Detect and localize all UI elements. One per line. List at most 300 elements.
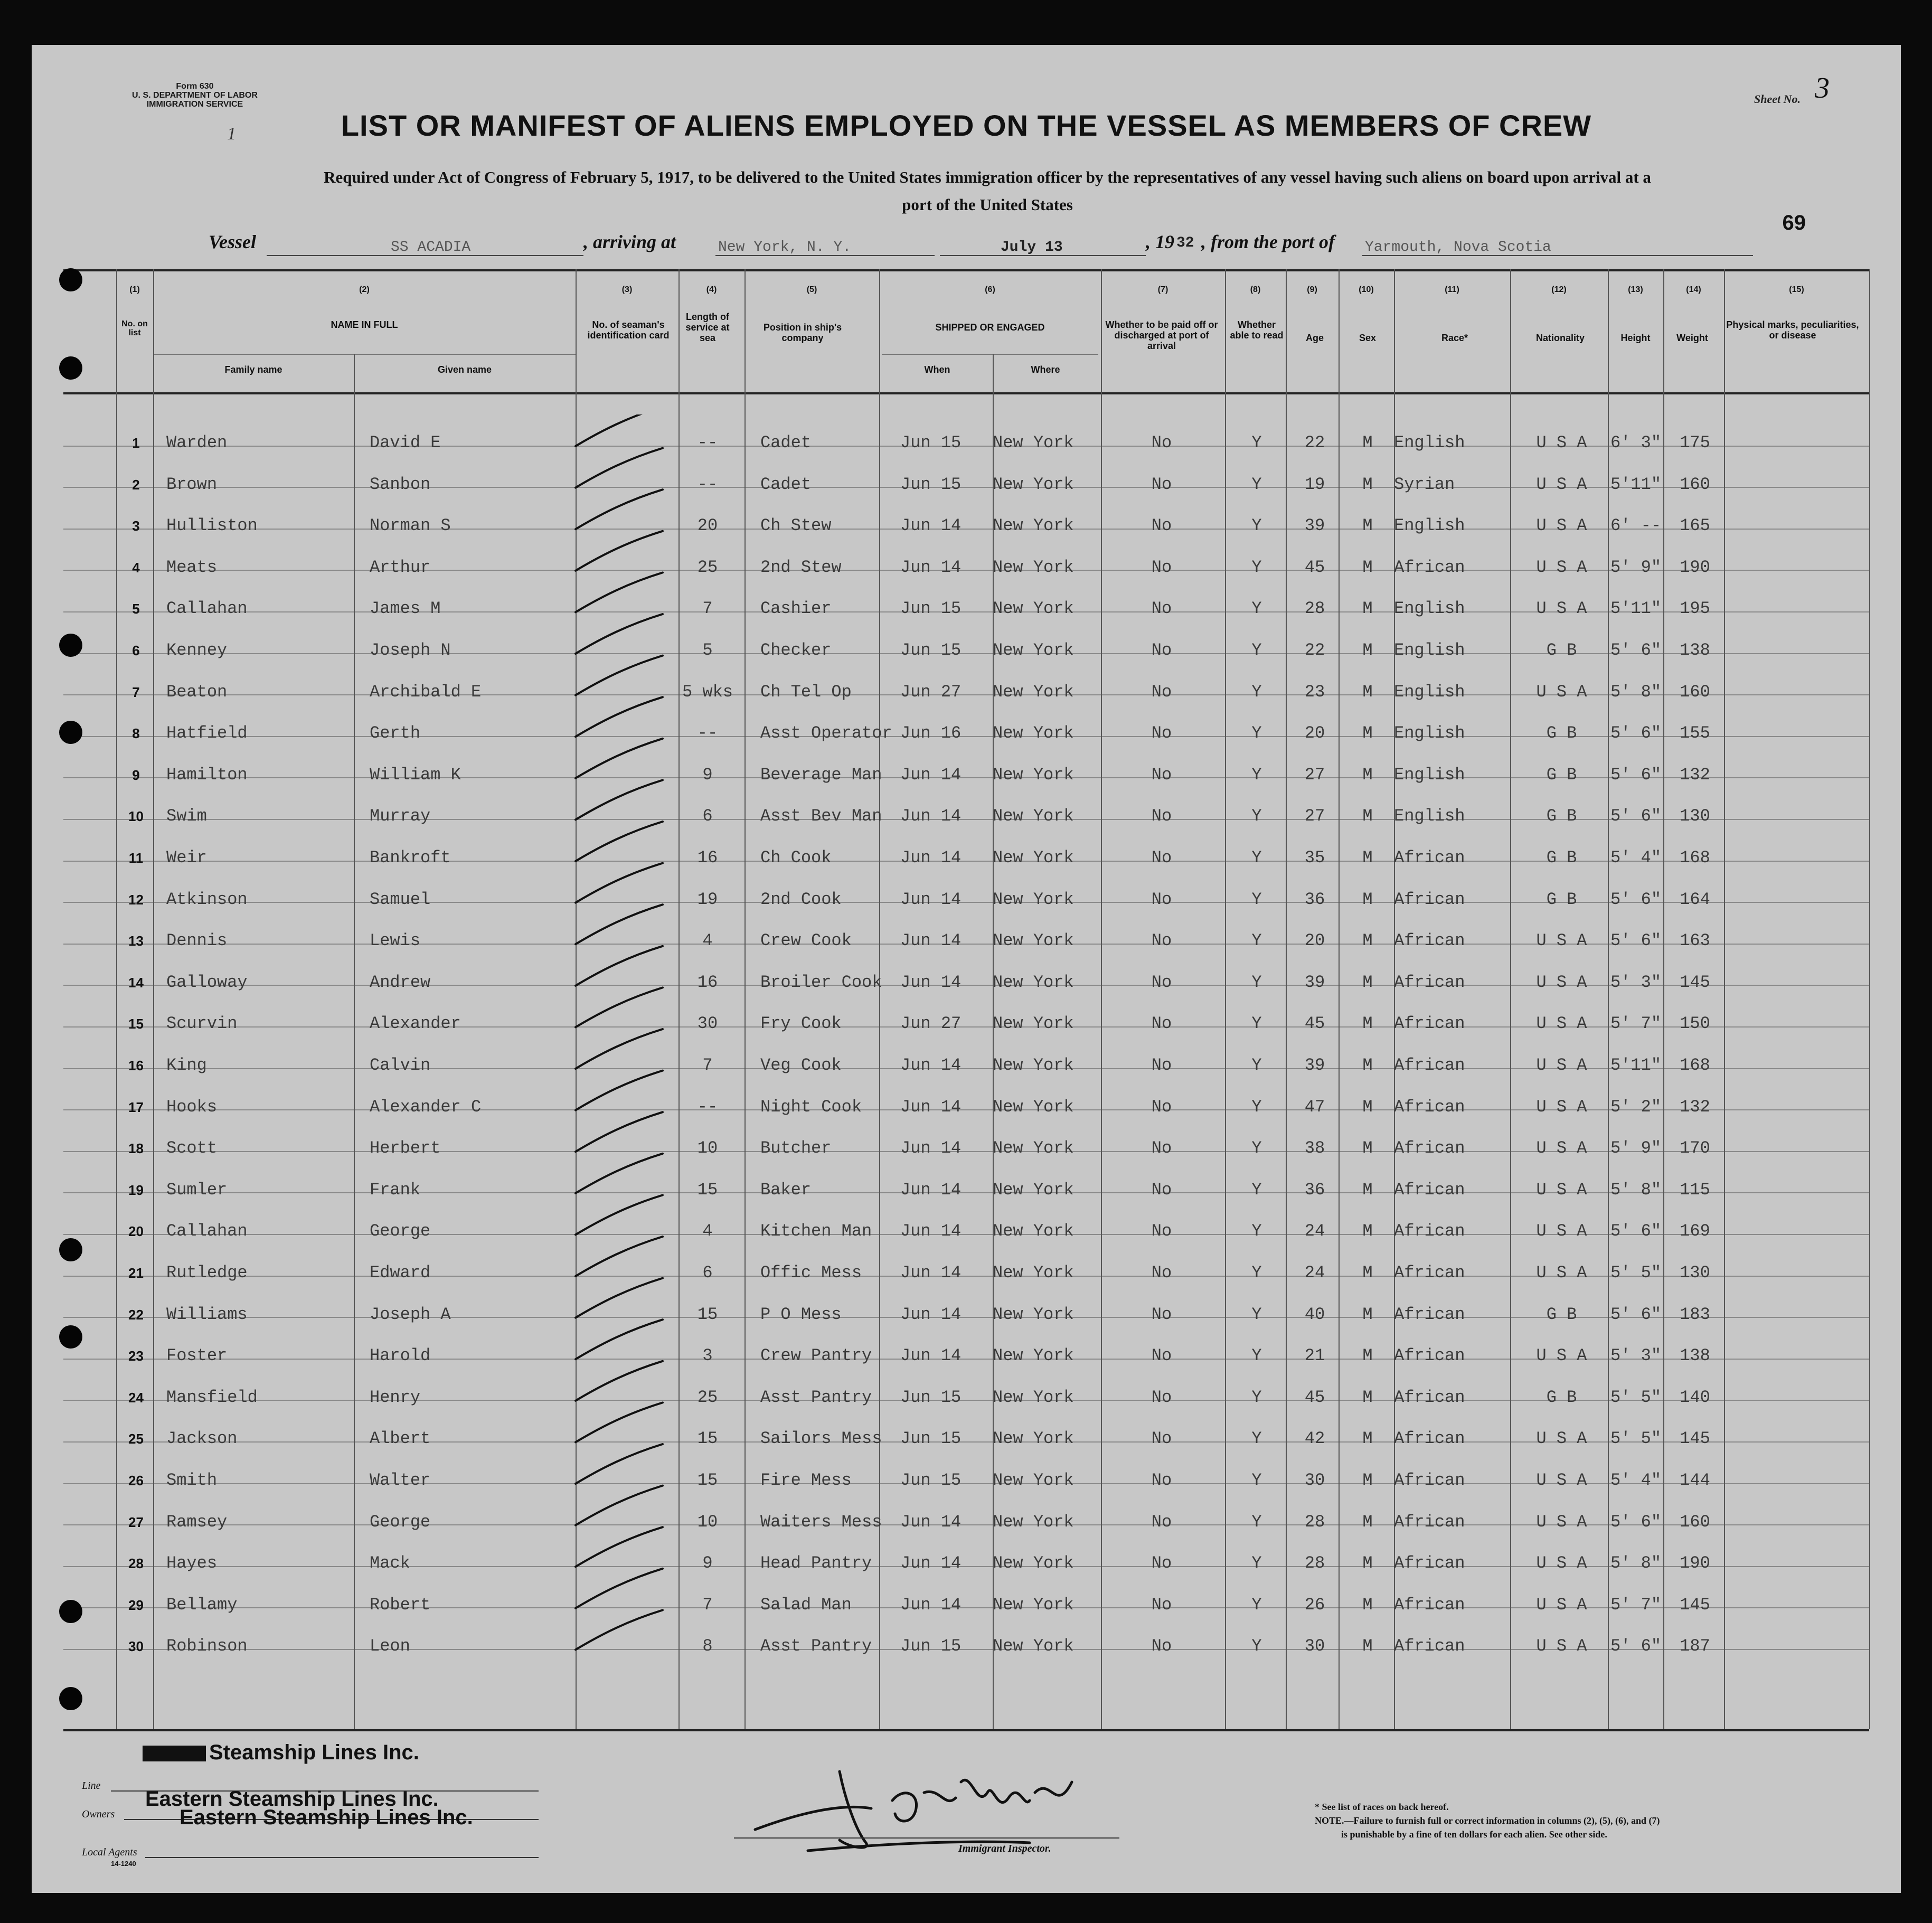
cell-paid: No [1151,1221,1172,1241]
cell-nat: U S A [1536,1470,1587,1490]
cell-given: Frank [370,1180,421,1200]
cell-when: Jun 14 [900,848,962,868]
cell-family: Ramsey [166,1512,228,1532]
cell-given: Robert [370,1595,431,1615]
column-number: (15) [1789,285,1804,294]
check-mark [576,448,663,488]
column-number: (1) [129,285,140,294]
cell-race: Syrian [1394,474,1455,494]
column-number: (9) [1307,285,1317,294]
cell-no: 12 [128,891,144,908]
cell-sex: M [1362,1304,1373,1324]
cell-read: Y [1251,433,1262,453]
cell-family: Galloway [166,972,248,992]
cell-weight: 115 [1680,1180,1710,1200]
cell-race: African [1394,1138,1465,1158]
cell-read: Y [1251,1055,1262,1075]
cell-race: African [1394,931,1465,951]
cell-length: -- [697,1097,718,1117]
cell-race: English [1394,516,1465,536]
cell-no: 15 [128,1016,144,1032]
cell-height: 5' 4" [1610,848,1662,868]
cell-height: 5' 6" [1610,723,1662,743]
cell-sex: M [1362,1636,1373,1656]
cell-nat: U S A [1536,1512,1587,1532]
year-prefix: , 19 [1146,231,1174,252]
cell-no: 14 [128,974,144,991]
cell-family: King [166,1055,207,1075]
cell-when: Jun 14 [900,1304,962,1324]
cell-height: 5'11" [1610,474,1662,494]
note-races: * See list of races on back hereof. [1315,1802,1449,1812]
column-rule [1286,269,1287,1729]
cell-where: New York [993,433,1074,453]
cell-weight: 175 [1680,433,1710,453]
check-mark [576,1237,663,1276]
cell-given: Archibald E [370,682,482,702]
cell-length: 15 [697,1470,718,1490]
cell-read: Y [1251,1387,1262,1407]
cell-no: 27 [128,1514,144,1530]
cell-read: Y [1251,1429,1262,1449]
redaction-block [143,1746,206,1761]
header-age: Age [1305,333,1324,343]
cell-position: Ch Tel Op [760,682,852,702]
header-id-card: No. of seaman's identification card [587,319,670,341]
cell-read: Y [1251,1512,1262,1532]
cell-length: 25 [697,557,718,577]
cell-paid: No [1151,1014,1172,1034]
cell-age: 28 [1304,599,1325,619]
inspector-rule [734,1837,1119,1839]
cell-nat: G B [1546,640,1577,660]
page-title: LIST OR MANIFEST OF ALIENS EMPLOYED ON THE VESSEL AS MEMBERS OF CREW [341,109,1592,142]
cell-weight: 170 [1680,1138,1710,1158]
service: IMMIGRATION SERVICE [146,100,243,109]
cell-when: Jun 14 [900,1180,962,1200]
cell-weight: 183 [1680,1304,1710,1324]
cell-sex: M [1362,516,1373,536]
cell-sex: M [1362,806,1373,826]
cell-no: 4 [132,559,140,576]
cell-age: 38 [1304,1138,1325,1158]
column-rule [1663,269,1664,1729]
note-text-2: is punishable by a fine of ten dollars for each alien. See other side. [1341,1829,1607,1840]
column-rule [354,354,355,1729]
cell-no: 17 [128,1099,144,1115]
cell-read: Y [1251,516,1262,536]
header-when: When [924,364,950,375]
cell-nat: U S A [1536,1097,1587,1117]
header-height: Height [1620,333,1651,343]
cell-height: 6' 3" [1610,433,1662,453]
cell-weight: 138 [1680,640,1710,660]
cell-when: Jun 15 [900,1387,962,1407]
cell-paid: No [1151,1553,1172,1573]
column-rule [153,269,154,1729]
cell-no: 24 [128,1389,144,1406]
cell-height: 5' 3" [1610,972,1662,992]
binder-hole [59,1687,82,1710]
cell-sex: M [1362,765,1373,785]
cell-family: Beaton [166,682,228,702]
cell-when: Jun 14 [900,1138,962,1158]
column-number: (5) [806,285,817,294]
cell-given: Calvin [370,1055,431,1075]
cell-where: New York [993,765,1074,785]
manifest-sheet [32,45,1901,1893]
cell-given: Lewis [370,931,421,951]
cell-nat: U S A [1536,1055,1587,1075]
cell-no: 18 [128,1140,144,1157]
cell-when: Jun 15 [900,433,962,453]
cell-paid: No [1151,1346,1172,1366]
cell-weight: 144 [1680,1470,1710,1490]
cell-when: Jun 14 [900,972,962,992]
cell-position: Asst Operator [760,723,892,743]
cell-height: 5' 6" [1610,1512,1662,1532]
cell-length: -- [697,723,718,743]
cell-height: 5' 6" [1610,806,1662,826]
form-info [132,82,258,109]
cell-age: 39 [1304,516,1325,536]
binder-hole [59,1325,82,1349]
cell-age: 24 [1304,1221,1325,1241]
cell-given: Walter [370,1470,431,1490]
cell-height: 5' 6" [1610,1221,1662,1241]
cell-length: 25 [697,1387,718,1407]
binder-hole [59,1238,82,1261]
agents-code: 14-1240 [111,1860,136,1868]
cell-height: 5' 6" [1610,931,1662,951]
cell-given: Alexander [370,1014,461,1034]
cell-nat: U S A [1536,1138,1587,1158]
cell-family: Callahan [166,599,248,619]
cell-paid: No [1151,640,1172,660]
cell-length: 6 [702,806,713,826]
cell-height: 6' -- [1610,516,1662,536]
cell-length: -- [697,474,718,494]
cell-height: 5' 6" [1610,640,1662,660]
cell-given: Leon [370,1636,410,1656]
cell-nat: U S A [1536,931,1587,951]
cell-paid: No [1151,1304,1172,1324]
cell-height: 5' 4" [1610,1470,1662,1490]
cell-length: 7 [702,599,713,619]
cell-height: 5' 9" [1610,557,1662,577]
cell-no: 3 [132,518,140,534]
cell-sex: M [1362,682,1373,702]
cell-sex: M [1362,723,1373,743]
cell-family: Scurvin [166,1014,238,1034]
cell-where: New York [993,1304,1074,1324]
cell-position: Kitchen Man [760,1221,872,1241]
cell-nat: U S A [1536,1263,1587,1283]
cell-length: 5 wks [682,682,733,702]
cell-weight: 145 [1680,1429,1710,1449]
cell-weight: 187 [1680,1636,1710,1656]
cell-no: 10 [128,808,144,825]
check-mark [576,1610,663,1649]
name-sub-rule [153,354,576,355]
check-mark [576,1569,663,1608]
cell-paid: No [1151,972,1172,992]
cell-weight: 195 [1680,599,1710,619]
table-top-rule [63,269,1869,271]
cell-height: 5' 9" [1610,1138,1662,1158]
cell-height: 5' 6" [1610,765,1662,785]
cell-age: 28 [1304,1512,1325,1532]
inspector-label: Immigrant Inspector. [958,1843,1051,1854]
cell-nat: U S A [1536,599,1587,619]
cell-family: Weir [166,848,207,868]
header-name-in-full: NAME IN FULL [331,319,398,330]
cell-where: New York [993,516,1074,536]
cell-family: Atkinson [166,889,248,909]
vessel-label: Vessel [209,231,256,252]
cell-no: 7 [132,684,140,700]
cell-length: 5 [702,640,713,660]
cell-paid: No [1151,1595,1172,1615]
shipped-sub-rule [882,354,1098,355]
cell-height: 5'11" [1610,599,1662,619]
cell-length: 19 [697,889,718,909]
owners-label: Owners [82,1808,115,1820]
cell-weight: 155 [1680,723,1710,743]
cell-read: Y [1251,1138,1262,1158]
cell-length: 8 [702,1636,713,1656]
cell-position: Baker [760,1180,812,1200]
cell-given: Herbert [370,1138,441,1158]
cell-given: Henry [370,1387,421,1407]
cell-length: 7 [702,1595,713,1615]
header-paid-off: Whether to be paid off or discharged at port of arrival [1105,319,1218,351]
cell-height: 5' 5" [1610,1263,1662,1283]
cell-paid: No [1151,889,1172,909]
cell-given: Gerth [370,723,421,743]
cell-where: New York [993,1636,1074,1656]
cell-age: 26 [1304,1595,1325,1615]
arrival-date: July 13 [1001,239,1063,256]
cell-given: James M [370,599,441,619]
cell-no: 1 [132,435,140,451]
cell-sex: M [1362,1014,1373,1034]
cell-length: 7 [702,1055,713,1075]
from-label: , from the port of [1201,231,1335,252]
cell-age: 22 [1304,640,1325,660]
column-rule [1510,269,1511,1729]
from-port: Yarmouth, Nova Scotia [1365,239,1551,256]
cell-age: 45 [1304,557,1325,577]
subtitle-line2: port of the United States [902,195,1073,214]
column-rule [744,269,746,1729]
cell-weight: 165 [1680,516,1710,536]
cell-paid: No [1151,1387,1172,1407]
cell-paid: No [1151,474,1172,494]
cell-where: New York [993,889,1074,909]
cell-age: 28 [1304,1553,1325,1573]
cell-read: Y [1251,1553,1262,1573]
check-mark [576,414,663,446]
cell-read: Y [1251,1221,1262,1241]
cell-no: 30 [128,1638,144,1655]
cell-given: Albert [370,1429,431,1449]
cell-read: Y [1251,848,1262,868]
column-number: (11) [1445,285,1459,294]
form-number: Form 630 [176,82,214,91]
cell-read: Y [1251,1263,1262,1283]
cell-age: 19 [1304,474,1325,494]
arrival-year: 32 [1176,235,1194,251]
cell-weight: 130 [1680,1263,1710,1283]
cell-sex: M [1362,1512,1373,1532]
cell-when: Jun 15 [900,1636,962,1656]
cell-sex: M [1362,1470,1373,1490]
check-mark [576,572,663,612]
check-mark [576,489,663,529]
cell-race: African [1394,1429,1465,1449]
cell-no: 6 [132,643,140,658]
cell-position: 2nd Cook [760,889,842,909]
cell-where: New York [993,1055,1074,1075]
cell-weight: 140 [1680,1387,1710,1407]
cell-length: 15 [697,1304,718,1324]
cell-paid: No [1151,516,1172,536]
cell-family: Hatfield [166,723,248,743]
cell-when: Jun 14 [900,1553,962,1573]
check-mark [576,904,663,944]
header-bottom-rule [63,392,1869,394]
cell-family: Scott [166,1138,218,1158]
column-number: (4) [706,285,717,294]
cell-length: 15 [697,1180,718,1200]
cell-family: Sumler [166,1180,228,1200]
cell-sex: M [1362,848,1373,868]
cell-race: English [1394,433,1465,453]
cell-read: Y [1251,599,1262,619]
cell-family: Rutledge [166,1263,248,1283]
arriving-label: , arriving at [583,231,676,252]
cell-sex: M [1362,1553,1373,1573]
cell-nat: G B [1546,806,1577,826]
header-family-name: Family name [224,364,282,375]
cell-read: Y [1251,889,1262,909]
cell-race: African [1394,972,1465,992]
check-mark [576,946,663,986]
cell-age: 20 [1304,931,1325,951]
cell-sex: M [1362,640,1373,660]
cell-where: New York [993,1595,1074,1615]
check-mark [576,614,663,654]
cell-family: Robinson [166,1636,248,1656]
column-number: (12) [1551,285,1567,294]
cell-sex: M [1362,1180,1373,1200]
cell-when: Jun 14 [900,1055,962,1075]
cell-position: Asst Pantry [760,1387,872,1407]
cell-nat: U S A [1536,433,1587,453]
cell-sex: M [1362,1263,1373,1283]
cell-where: New York [993,1221,1074,1241]
subtitle-line1: Required under Act of Congress of February 5, 1917, to be delivered to the United States immigration officer by the representatives of any vessel having such aliens on board upon arrival at a [324,168,1651,186]
cell-where: New York [993,972,1074,992]
cell-where: New York [993,1014,1074,1034]
cell-when: Jun 15 [900,599,962,619]
cell-age: 39 [1304,972,1325,992]
header-where: Where [1031,364,1060,375]
cell-length: 3 [702,1346,713,1366]
cell-age: 20 [1304,723,1325,743]
cell-race: English [1394,765,1465,785]
cell-when: Jun 14 [900,557,962,577]
cell-family: Hayes [166,1553,218,1573]
header-length-service: Length of service at sea [685,312,730,343]
cell-read: Y [1251,1097,1262,1117]
arriving-at: New York, N. Y. [718,239,852,256]
cell-paid: No [1151,765,1172,785]
cell-height: 5' 7" [1610,1014,1662,1034]
cell-weight: 190 [1680,557,1710,577]
cell-read: Y [1251,1180,1262,1200]
check-mark [576,1278,663,1318]
cell-sex: M [1362,1097,1373,1117]
cell-sex: M [1362,889,1373,909]
cell-age: 47 [1304,1097,1325,1117]
binder-hole [59,268,82,291]
cell-age: 21 [1304,1346,1325,1366]
cell-weight: 164 [1680,889,1710,909]
cell-sex: M [1362,1387,1373,1407]
cell-height: 5' 3" [1610,1346,1662,1366]
cell-paid: No [1151,1636,1172,1656]
cell-when: Jun 14 [900,1595,962,1615]
cell-race: English [1394,682,1465,702]
cell-weight: 168 [1680,1055,1710,1075]
cell-age: 24 [1304,1263,1325,1283]
cell-position: Waiters Mess [760,1512,882,1532]
cell-nat: G B [1546,1387,1577,1407]
cell-read: Y [1251,640,1262,660]
cell-no: 13 [128,933,144,949]
line-stamp-top [143,1741,419,1765]
cell-when: Jun 15 [900,474,962,494]
cell-weight: 190 [1680,1553,1710,1573]
cell-weight: 163 [1680,931,1710,951]
cell-position: Night Cook [760,1097,862,1117]
cell-family: Jackson [166,1429,238,1449]
cell-read: Y [1251,682,1262,702]
cell-paid: No [1151,1138,1172,1158]
cell-nat: U S A [1536,516,1587,536]
cell-position: Ch Stew [760,516,832,536]
cell-nat: U S A [1536,1346,1587,1366]
binder-hole [59,721,82,744]
cell-sex: M [1362,1138,1373,1158]
header-no-on-list: No. on list [121,319,148,337]
cell-height: 5'11" [1610,1055,1662,1075]
cell-where: New York [993,1512,1074,1532]
cell-family: Foster [166,1346,228,1366]
cell-family: Brown [166,474,218,494]
cell-age: 23 [1304,682,1325,702]
cell-read: Y [1251,723,1262,743]
line-value: Eastern Steamship Lines Inc. [145,1787,439,1811]
inspector-signature [734,1750,1114,1867]
cell-read: Y [1251,765,1262,785]
cell-height: 5' 6" [1610,1636,1662,1656]
cell-where: New York [993,1553,1074,1573]
cell-when: Jun 15 [900,1470,962,1490]
cell-nat: G B [1546,889,1577,909]
